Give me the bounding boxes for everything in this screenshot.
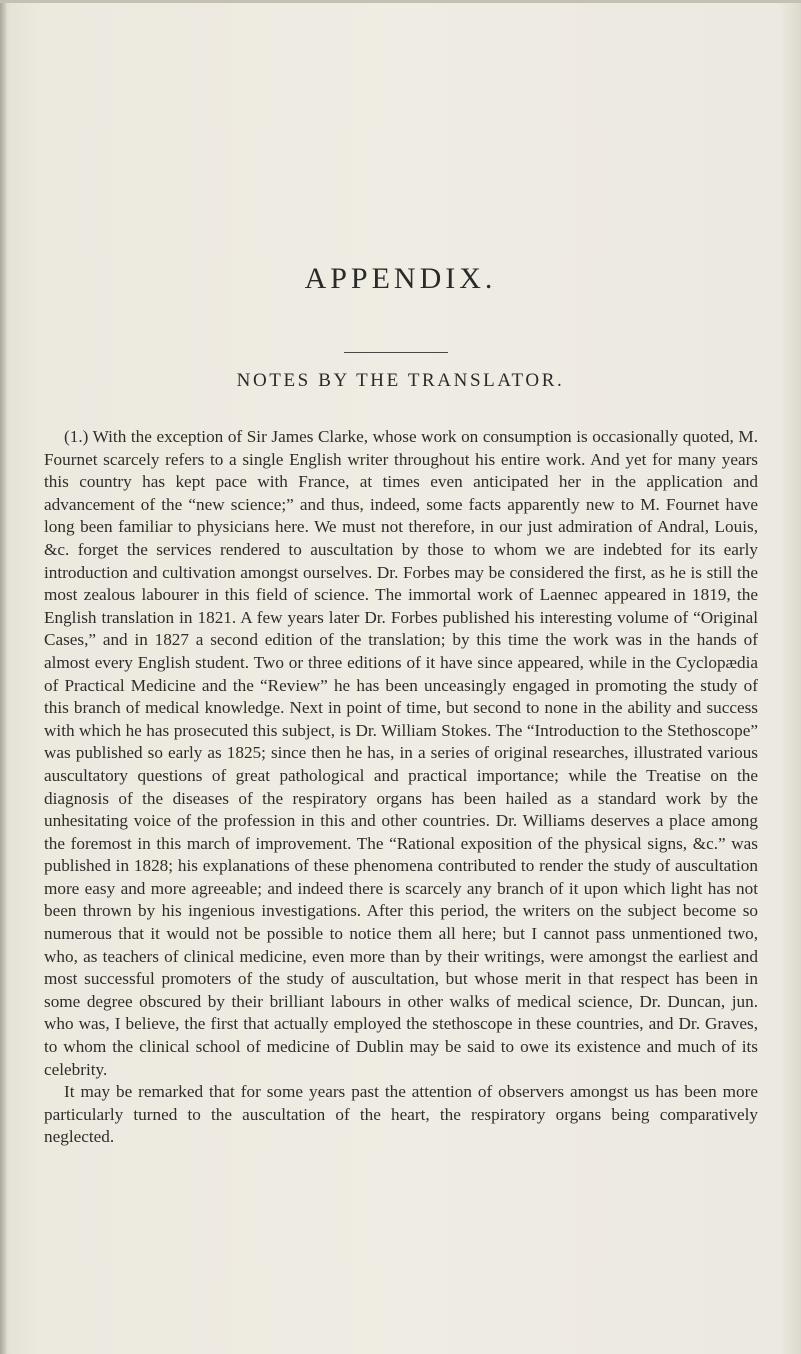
body-text (44, 426, 758, 1149)
paragraph-note-2: It may be remarked that for some years past the attention of observers amongst us has been more particularly turned to the auscultation of the heart, the respiratory organs being comparatively neglected. (44, 1082, 758, 1147)
notes-subheading: NOTES BY THE TRANSLATOR. (236, 370, 565, 391)
heading-divider (344, 352, 448, 353)
page-top-edge (0, 0, 801, 3)
paragraph-note-1: (1.) With the exception of Sir James Clarke, whose work on consumption is occasionally quoted, M. Fournet scarcely refers to a single English writer throughout his entire work. And yet for many years this country has kept pace with France, at times even anticipated her in the application and advancement of the “new science;” and thus, indeed, some facts apparently new to M. Fournet have long been familiar to physicians here. We must not therefore, in our just admiration of Andral, Louis, &c. forget the services rendered to auscultation by those to whom we are indebted for its early introduction and cultivation amongst ourselves. Dr. Forbes may be considered the first, as he is still the most zealous labourer in this field of science. The immortal work of Laennec appeared in 1819, the English translation in 1821. A few years later Dr. Forbes published his interesting volume of “Original Cases,” and in 1827 a second edition of the translation; by this time the work was in the hands of almost every English student. Two or three editions of it have since appeared, while in the Cyclopædia of Practical Medicine and the “Review” he has been unceasingly engaged in promoting the study of this branch of medical knowledge. Next in point of time, but second to none in the ability and success with which he has prosecuted this subject, is Dr. William Stokes. The “Introduction to the Stethoscope” was published so early as 1825; since then he has, in a series of original researches, illustrated various auscultatory questions of great pathological and practical importance; while the Treatise on the diagnosis of the diseases of the respiratory organs has been hailed as a standard work by the unhesitating voice of the profession in this and other countries. Dr. Williams deserves a place among the foremost in this march of improvement. The “Rational exposition of the physical signs, &c.” was published in 1828; his explanations of these phenomena contributed to render the study of auscultation more easy and more agreeable; and indeed there is scarcely any branch of it upon which light has not been thrown by his ingenious investigations. After this period, the writers on the subject become so numerous that it would not be possible to notice them all here; but I cannot pass unmentioned two, who, as teachers of clinical medicine, even more than by their writings, were amongst the earliest and most successful promoters of the study of auscultation, but whose merit in that respect has been in some degree obscured by their brilliant labours in other walks of medical science, Dr. Duncan, jun. who was, I believe, the first that actually employed the stethoscope in these countries, and Dr. Graves, to whom the clinical school of medicine of Dublin may be said to owe its existence and much of its celebrity. (44, 427, 758, 1079)
page-binding-edge (0, 0, 6, 1354)
appendix-heading: APPENDIX. (304, 262, 497, 295)
